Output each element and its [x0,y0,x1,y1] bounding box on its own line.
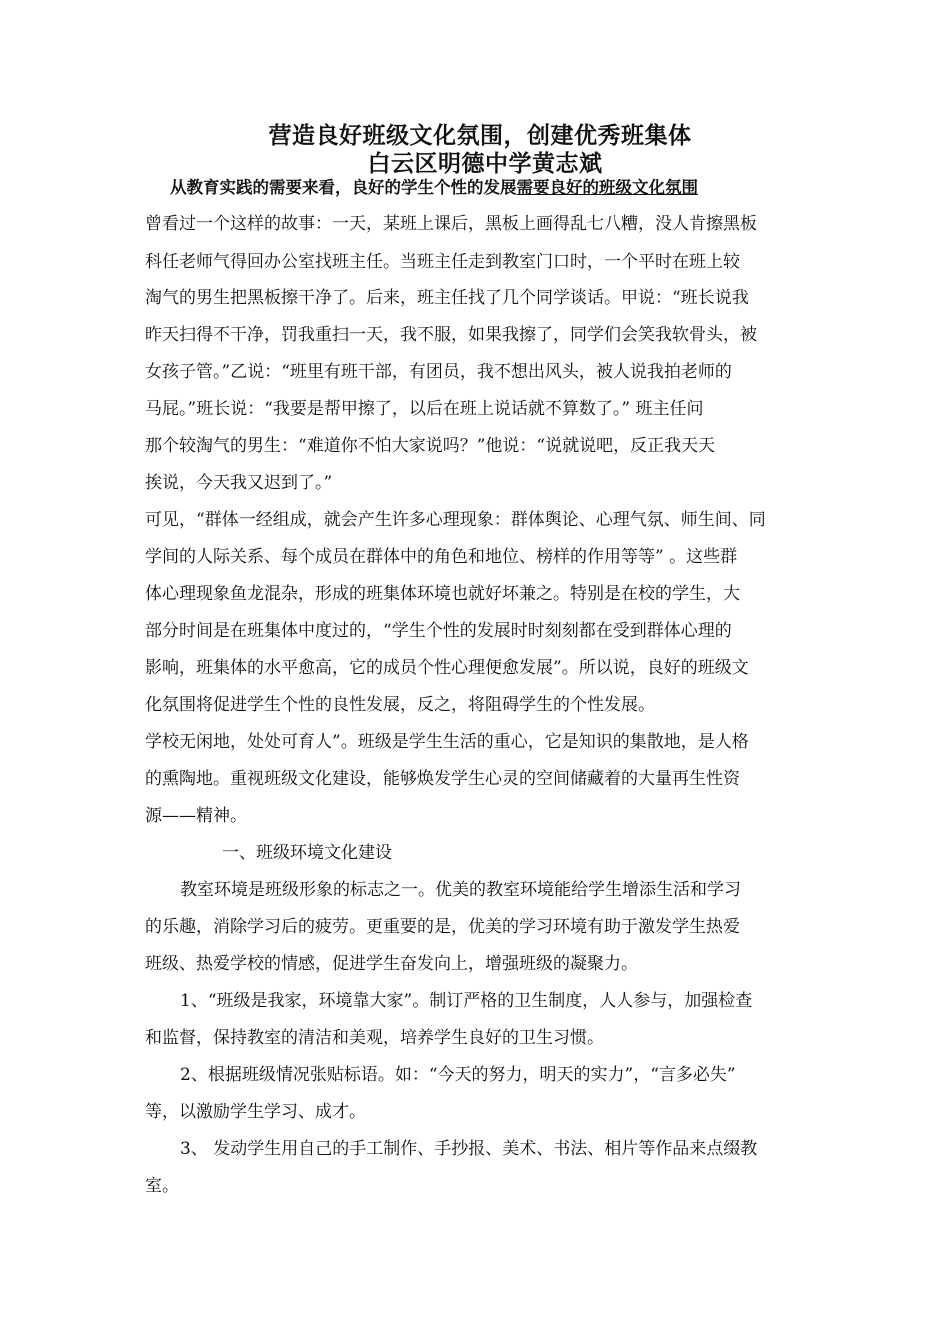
text-line: 学校无闲地，处处可育人”。班级是学生生活的重心，它是知识的集散地，是人格 [145,732,749,752]
text-line: 等，以激励学生学习、成才。 [145,1102,366,1122]
text-line: 女孩子管。”乙说：“班里有班干部，有团员，我不想出风头，被人说我拍老师的 [145,362,732,382]
text-line: 挨说，今天我又迟到了。” [145,473,333,493]
lead-underlined-text: 需要良好的班级文化氛围 [516,178,698,197]
text-line: 部分时间是在班集体中度过的，“学生个性的发展时时刻刻都在受到群体心理的 [145,621,732,641]
list-item-3: 3、 发动学生用自己的手工制作、手抄报、美术、书法、相片等作品来点缀教 [180,1139,758,1159]
text-line: 科任老师气得回办公室找班主任。当班主任走到教室门口时，一个平时在班上较 [145,252,740,272]
text-line: 室。 [145,1176,179,1196]
list-item-1: 1、“班级是我家，环境靠大家”。制订严格的卫生制度，人人参与，加强检查 [180,991,753,1011]
text-line: 和监督，保持教室的清洁和美观，培养学生良好的卫生习惯。 [145,1028,604,1048]
text-line: 体心理现象鱼龙混杂，形成的班集体环境也就好坏兼之。特别是在校的学生，大 [145,584,740,604]
text-line: 班级、热爱学校的情感，促进学生奋发向上，增强班级的凝聚力。 [145,954,638,974]
text-line: 的乐趣，消除学习后的疲劳。更重要的是，优美的学习环境有助于激发学生热爱 [145,917,740,937]
text-line: 源——精神。 [145,806,247,826]
section-heading: 一、班级环境文化建设 [222,843,392,863]
text-line: 的熏陶地。重视班级文化建设，能够焕发学生心灵的空间储藏着的大量再生性资 [145,769,740,789]
text-line: 影响，班集体的水平愈高，它的成员个性心理便愈发展”。所以说，良好的班级文 [145,658,749,678]
text-line: 昨天扫得不干净，罚我重扫一天，我不服，如果我擦了，同学们会笑我软骨头，被 [145,325,757,345]
document-author: 白云区明德中学黄志斌 [367,151,603,177]
text-line: 学间的人际关系、每个成员在群体中的角色和地位、榜样的作用等等” 。这些群 [145,547,738,567]
text-line: 可见，“群体一经组成，就会产生许多心理现象：群体舆论、心理气氛、师生间、同 [145,510,766,530]
text-line: 淘气的男生把黑板擦干净了。后来，班主任找了几个同学谈话。甲说：“班长说我 [145,288,749,308]
text-line: 那个较淘气的男生：“难道你不怕大家说吗？”他说：“说就说吧，反正我天天 [145,436,716,456]
list-item-2: 2、根据班级情况张贴标语。如：“今天的努力，明天的实力”，“言多必失” [180,1065,736,1085]
lead-text: 从教育实践的需要来看，良好的学生个性的发展 [170,178,517,197]
text-line: 曾看过一个这样的故事：一天，某班上课后，黑板上画得乱七八糟，没人肯擦黑板 [145,214,757,234]
lead-paragraph [170,176,820,200]
document-title: 营造良好班级文化氛围，创建优秀班集体 [268,123,692,149]
text-line: 化氛围将促进学生个性的良性发展，反之，将阻碍学生的个性发展。 [145,695,655,715]
text-line: 教室环境是班级形象的标志之一。优美的教室环境能给学生增添生活和学习 [180,880,741,900]
text-line: 马屁。”班长说：“我要是帮甲擦了，以后在班上说话就不算数了。” 班主任问 [145,399,704,419]
